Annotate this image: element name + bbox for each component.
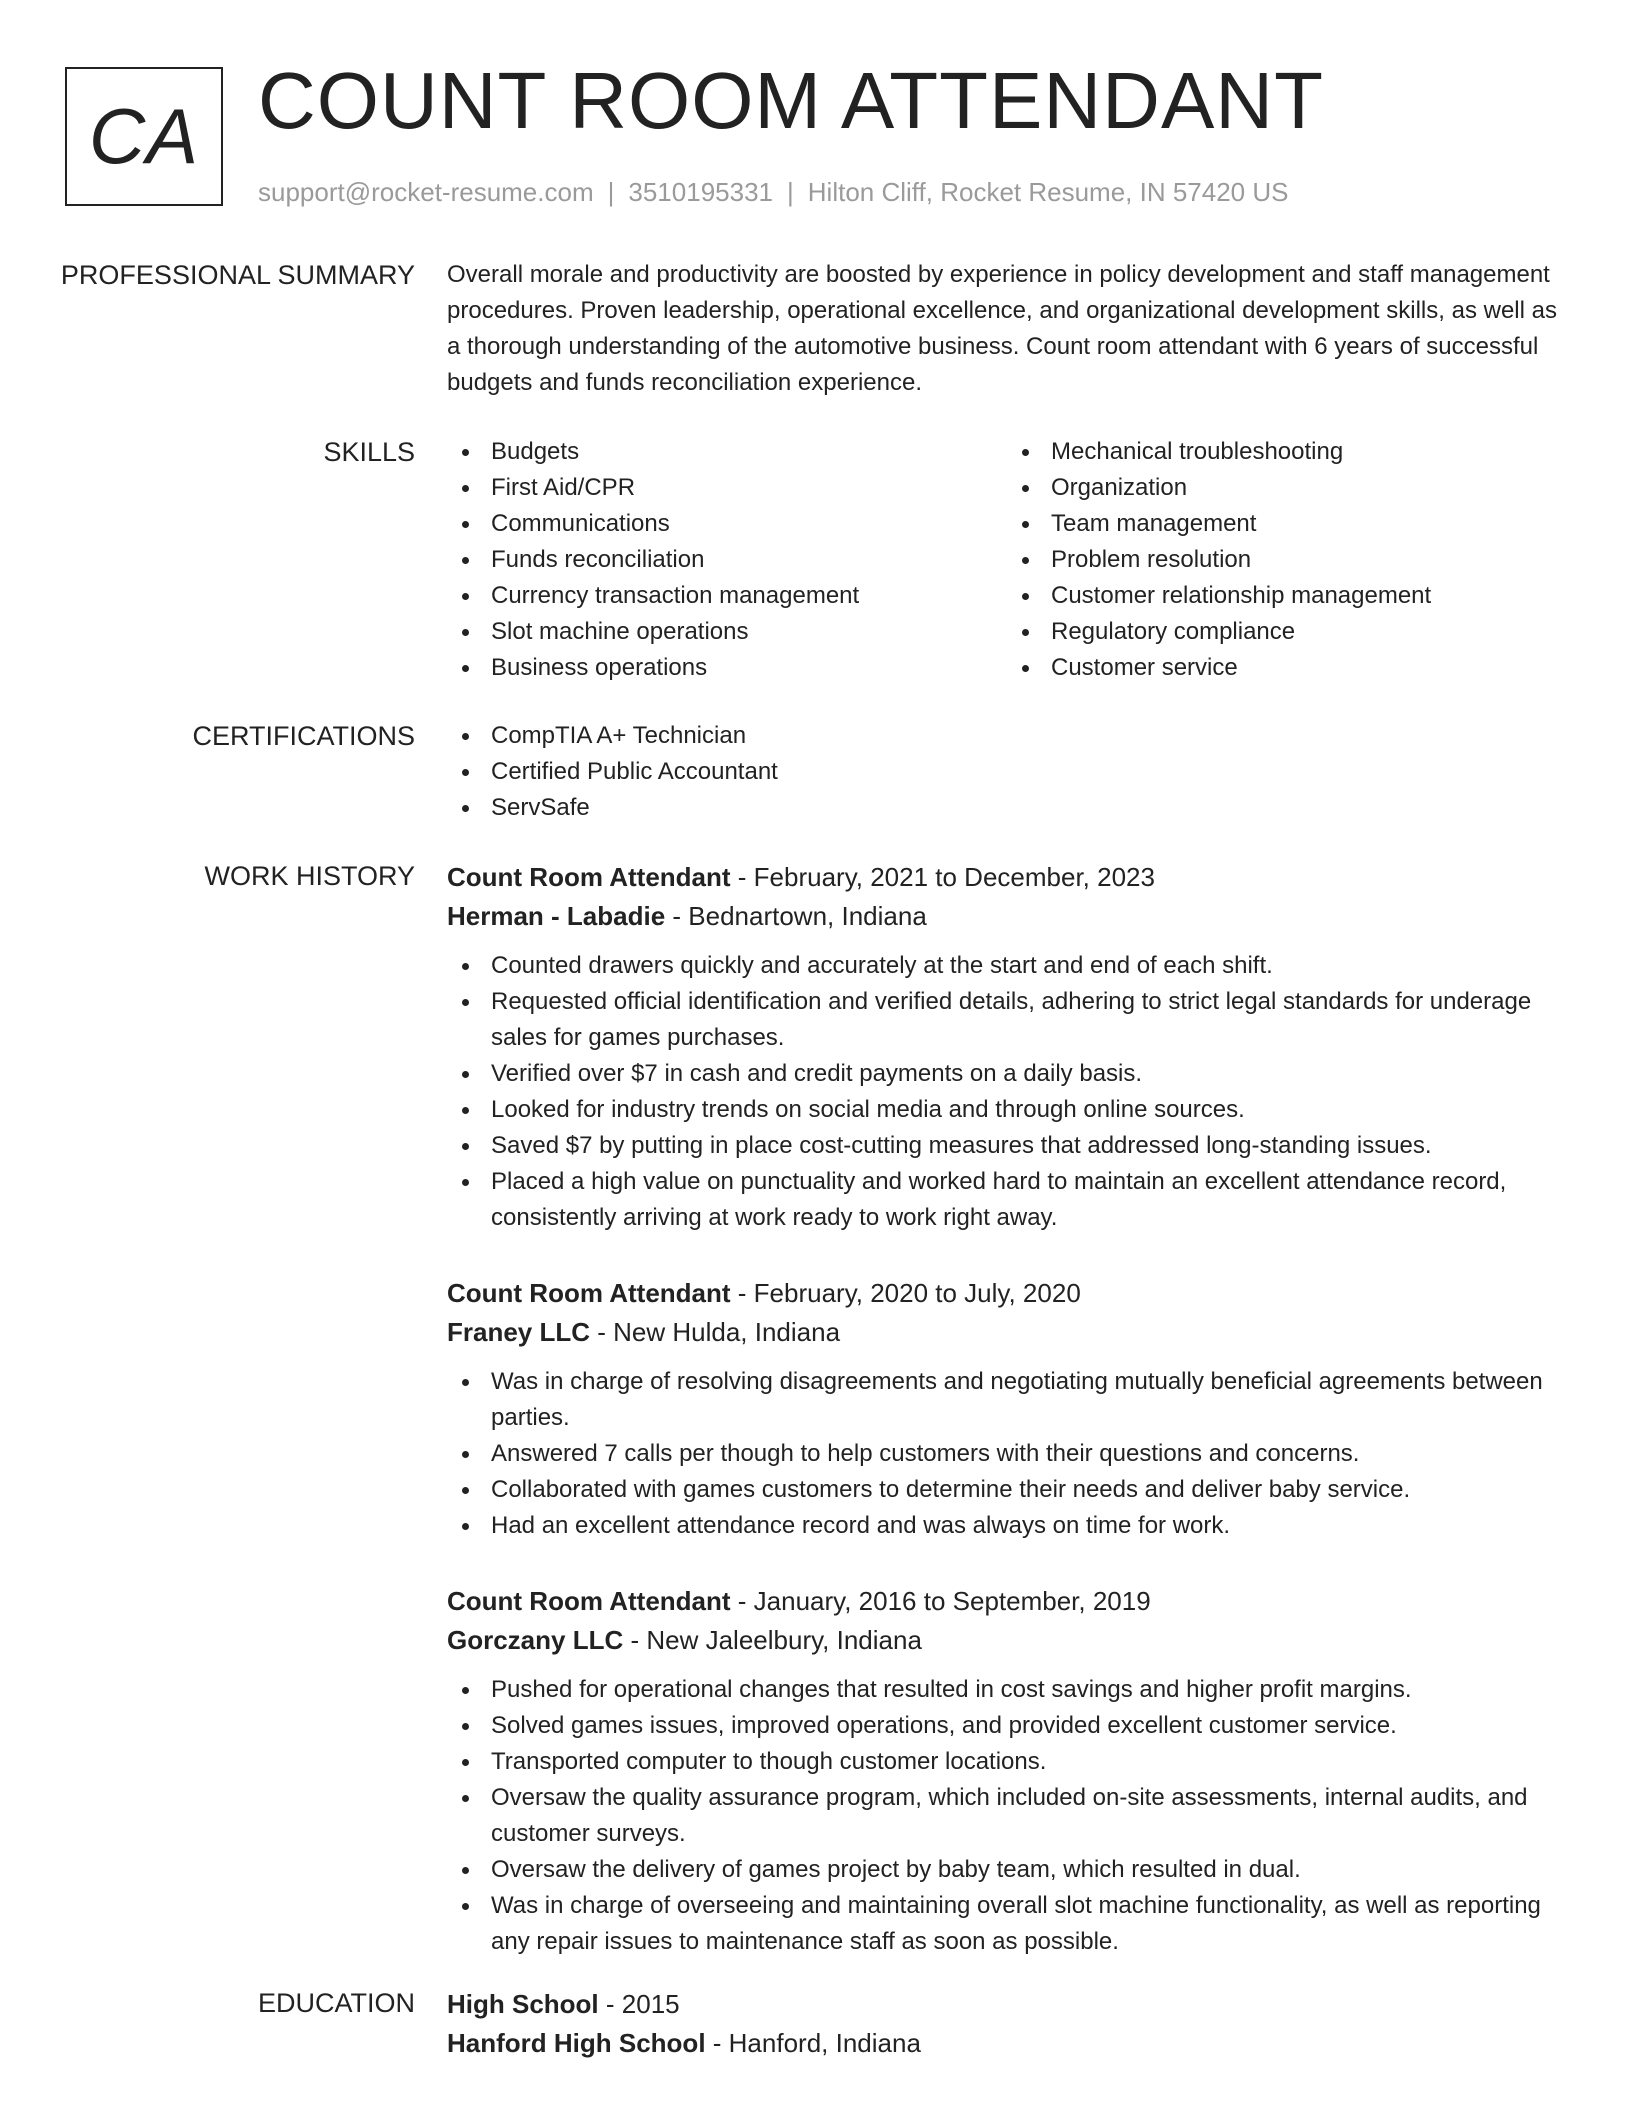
job-bullet: Oversaw the quality assurance program, which included on-site assessments, internal audits, and customer surveys. xyxy=(491,1780,1567,1852)
job-entry xyxy=(447,1274,1567,1544)
job-bullet: Solved games issues, improved operations, and provided excellent customer service. xyxy=(491,1708,1567,1744)
job-bullet: Answered 7 calls per though to help customers with their questions and concerns. xyxy=(491,1436,1567,1472)
email: support@rocket-resume.com xyxy=(258,177,594,207)
certifications-content xyxy=(447,718,1567,826)
skill-item: Customer service xyxy=(1051,650,1567,686)
job-bullet: Verified over $7 in cash and credit payments on a daily basis. xyxy=(491,1056,1567,1092)
job-bullets xyxy=(447,948,1567,1236)
job-company: Franey LLC xyxy=(447,1317,591,1347)
job-company: Gorczany LLC xyxy=(447,1625,624,1655)
skill-item: Currency transaction management xyxy=(491,578,1007,614)
job-location: - New Jaleelbury, Indiana xyxy=(623,1625,922,1655)
job-company-line xyxy=(447,1313,1567,1352)
job-bullet: Saved $7 by putting in place cost-cutting measures that addressed long-standing issues. xyxy=(491,1128,1567,1164)
skill-item: Slot machine operations xyxy=(491,614,1007,650)
job-dates: - February, 2021 to December, 2023 xyxy=(730,862,1155,892)
skill-item: Regulatory compliance xyxy=(1051,614,1567,650)
skill-item: Business operations xyxy=(491,650,1007,686)
job-title-line xyxy=(447,858,1567,897)
certification-item: Certified Public Accountant xyxy=(491,754,1567,790)
job-title: Count Room Attendant xyxy=(447,1586,731,1616)
job-bullet: Oversaw the delivery of games project by baby team, which resulted in dual. xyxy=(491,1852,1567,1888)
section-label: WORK HISTORY xyxy=(204,861,415,891)
skill-item: Communications xyxy=(491,506,1007,542)
summary-text: Overall morale and productivity are boosted by experience in policy development and staff management procedures. Proven leadership, operational excellence, and organizational development skills, as well as a thorough understanding of the automotive business. Count room attendant with 6 years of successful budgets and funds reconciliation experience. xyxy=(447,261,1557,396)
job-location: - New Hulda, Indiana xyxy=(590,1317,841,1347)
section-label: PROFESSIONAL SUMMARY xyxy=(60,260,415,290)
education-school-line xyxy=(447,2024,1567,2063)
job-bullet: Placed a high value on punctuality and worked hard to maintain an excellent attendance record, consistently arriving at work ready to work right away. xyxy=(491,1164,1567,1236)
job-entry xyxy=(447,1582,1567,1960)
skill-item: Organization xyxy=(1051,470,1567,506)
skills-list-right xyxy=(1007,434,1567,686)
certifications-list xyxy=(447,718,1567,826)
job-company: Herman - Labadie xyxy=(447,901,666,931)
job-bullet: Requested official identification and verified details, adhering to strict legal standards for underage sales for games purchases. xyxy=(491,984,1567,1056)
section-label: SKILLS xyxy=(323,437,415,467)
address: Hilton Cliff, Rocket Resume, IN 57420 US xyxy=(807,177,1289,207)
work-history-content xyxy=(447,858,1567,1998)
skill-item: Customer relationship management xyxy=(1051,578,1567,614)
skill-item: Problem resolution xyxy=(1051,542,1567,578)
skill-item: Team management xyxy=(1051,506,1567,542)
job-title: Count Room Attendant xyxy=(447,862,731,892)
contact-line xyxy=(258,174,1289,210)
initials: CA xyxy=(88,92,200,180)
education-content xyxy=(447,1985,1567,2063)
job-bullets xyxy=(447,1364,1567,1544)
education-location: - Hanford, Indiana xyxy=(705,2028,921,2058)
skill-item: Funds reconciliation xyxy=(491,542,1007,578)
job-bullets xyxy=(447,1672,1567,1960)
job-bullet: Looked for industry trends on social media and through online sources. xyxy=(491,1092,1567,1128)
job-company-line xyxy=(447,897,1567,936)
job-bullet: Counted drawers quickly and accurately at the start and end of each shift. xyxy=(491,948,1567,984)
education-year: - 2015 xyxy=(598,1989,680,2019)
skills-list-left xyxy=(447,434,1007,686)
job-bullet: Was in charge of resolving disagreements and negotiating mutually beneficial agreements between parties. xyxy=(491,1364,1567,1436)
summary-content xyxy=(447,257,1567,401)
job-entry xyxy=(447,858,1567,1236)
separator: | xyxy=(607,177,615,207)
job-bullet: Transported computer to though customer locations. xyxy=(491,1744,1567,1780)
education-degree: High School xyxy=(447,1989,599,2019)
job-bullet: Pushed for operational changes that resulted in cost savings and higher profit margins. xyxy=(491,1672,1567,1708)
skill-item: First Aid/CPR xyxy=(491,470,1007,506)
job-title-line xyxy=(447,1582,1567,1621)
separator: | xyxy=(787,177,794,207)
skill-item: Budgets xyxy=(491,434,1007,470)
education-degree-line xyxy=(447,1985,1567,2024)
section-label: EDUCATION xyxy=(257,1988,415,2018)
certification-item: ServSafe xyxy=(491,790,1567,826)
job-bullet: Was in charge of overseeing and maintaining overall slot machine functionality, as well as reporting any repair issues to maintenance staff as soon as possible. xyxy=(491,1888,1567,1960)
monogram xyxy=(65,67,223,206)
job-title-line xyxy=(447,1274,1567,1313)
job-title: Count Room Attendant xyxy=(447,1278,731,1308)
phone: 3510195331 xyxy=(628,177,773,207)
job-dates: - January, 2016 to September, 2019 xyxy=(730,1586,1151,1616)
skill-item: Mechanical troubleshooting xyxy=(1051,434,1567,470)
certification-item: CompTIA A+ Technician xyxy=(491,718,1567,754)
section-label: CERTIFICATIONS xyxy=(192,721,415,751)
job-dates: - February, 2020 to July, 2020 xyxy=(730,1278,1081,1308)
job-location: - Bednartown, Indiana xyxy=(665,901,927,931)
skills-content xyxy=(447,434,1567,686)
education-school: Hanford High School xyxy=(447,2028,706,2058)
job-bullet: Collaborated with games customers to determine their needs and deliver baby service. xyxy=(491,1472,1567,1508)
candidate-name: COUNT ROOM ATTENDANT xyxy=(258,56,1324,145)
job-bullet: Had an excellent attendance record and was always on time for work. xyxy=(491,1508,1567,1544)
job-company-line xyxy=(447,1621,1567,1660)
